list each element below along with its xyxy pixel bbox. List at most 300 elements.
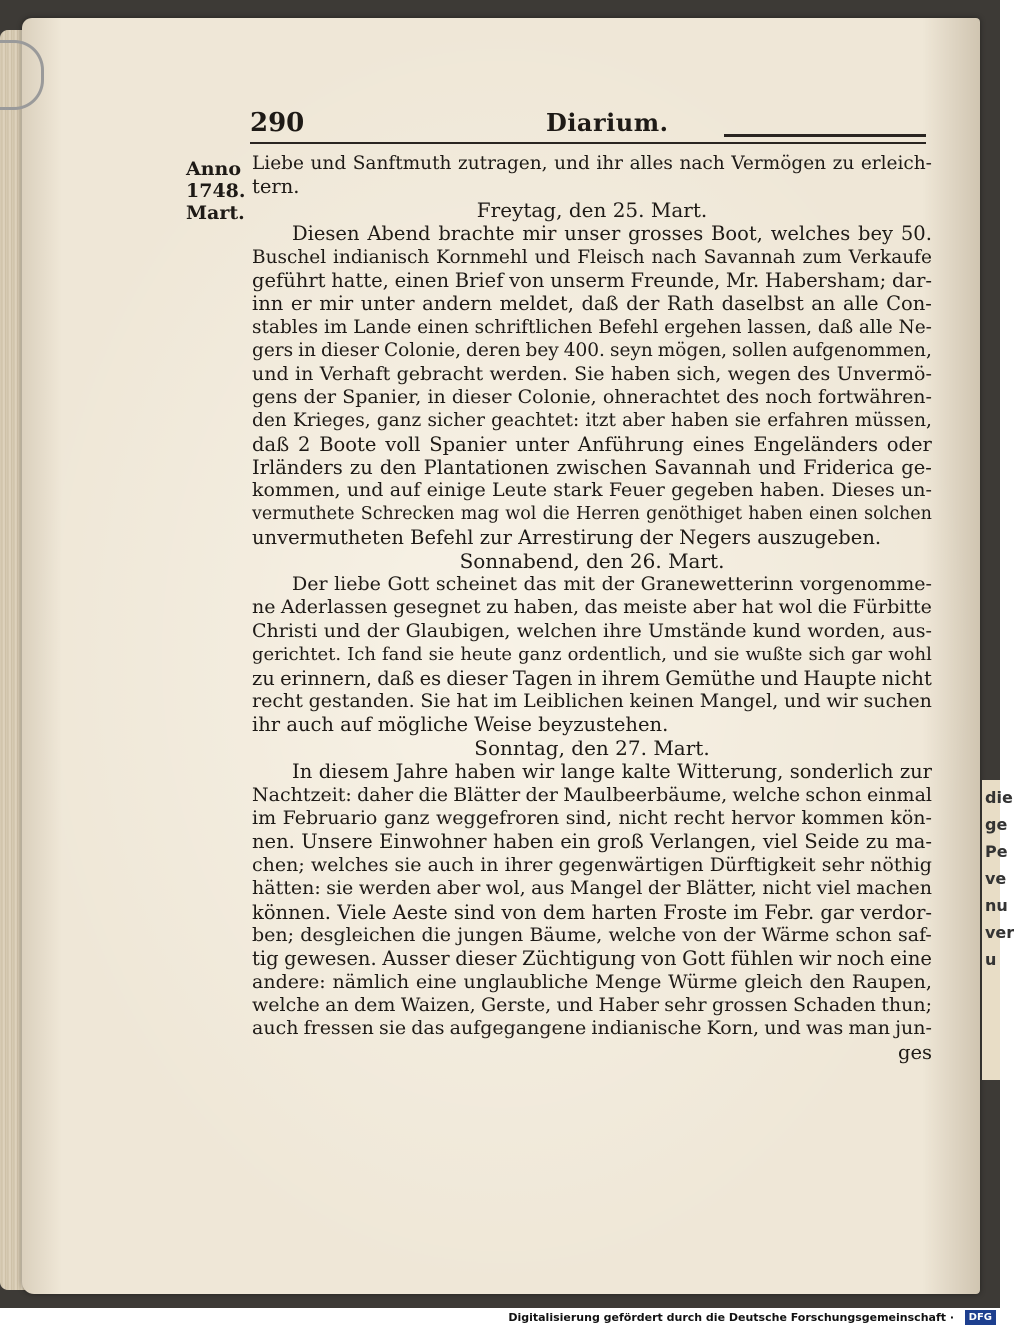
word: Haber — [598, 994, 659, 1017]
text-line — [252, 222, 932, 245]
word: alle — [842, 292, 879, 316]
word: und — [764, 1017, 801, 1040]
word: mir — [522, 222, 557, 246]
word: indianisch — [333, 246, 430, 268]
word: deren — [466, 340, 521, 362]
text-line — [252, 292, 932, 315]
word: recht — [673, 806, 725, 829]
word: Schrecken — [360, 503, 455, 524]
word: unter — [360, 292, 415, 316]
word: alles — [629, 153, 673, 174]
word: sehr — [821, 853, 865, 876]
word: sollen — [732, 340, 788, 362]
word: liebe — [334, 573, 381, 596]
text-line — [252, 854, 932, 877]
margin-note — [186, 158, 252, 224]
word: Engeländers — [753, 432, 878, 456]
word: Christi — [252, 619, 318, 642]
word: und — [673, 644, 708, 666]
word: Tagen — [512, 666, 573, 690]
word: auch — [252, 1017, 299, 1040]
entry-date-heading: Freytag, den 25. Mart. — [476, 197, 708, 222]
word: jun- — [895, 1017, 932, 1040]
word: daß — [252, 432, 290, 456]
word: andern — [422, 292, 493, 316]
entry-date-heading: Sonnabend, den 26. Mart. — [459, 548, 725, 573]
word: Der — [292, 573, 328, 596]
word: dem — [354, 994, 396, 1017]
word: 400. — [563, 340, 605, 362]
word: den — [809, 970, 846, 993]
word: ganz — [376, 410, 422, 432]
word: unserm — [550, 268, 625, 292]
word: eine — [415, 970, 457, 993]
word: der — [601, 573, 635, 596]
word: was — [805, 1017, 844, 1040]
word: auf — [389, 479, 421, 502]
word: ben; — [252, 923, 295, 946]
text-line: tern. — [252, 175, 300, 199]
word: zur — [899, 760, 932, 784]
word: fortwähren- — [817, 385, 932, 408]
word: ihre — [603, 619, 642, 642]
word: im — [252, 806, 277, 829]
word: zu — [486, 596, 509, 619]
word: sie — [326, 877, 354, 900]
word: Lande — [353, 316, 412, 338]
word: einige — [426, 479, 486, 502]
word: mir — [319, 292, 354, 316]
footer-bar — [0, 1308, 1000, 1328]
word: müssen, — [854, 410, 932, 432]
word: sonderlich — [789, 760, 894, 784]
word: Würme — [668, 970, 738, 993]
word: Leute — [492, 479, 547, 502]
word: wegen — [727, 362, 791, 385]
word: ne — [252, 596, 276, 619]
word: im — [493, 689, 518, 712]
word: die — [421, 923, 452, 946]
word: daselbst — [721, 292, 804, 316]
text-line — [252, 830, 932, 853]
word: in — [480, 853, 499, 876]
word: welche — [252, 994, 320, 1017]
word: der — [366, 619, 400, 642]
word: und — [760, 666, 799, 690]
text-line — [252, 152, 932, 175]
word: der — [303, 385, 337, 408]
word: Granewetterinn — [640, 573, 794, 596]
dfg-logo: DFG — [965, 1310, 996, 1325]
word: Witterung, — [677, 760, 784, 784]
text-line — [252, 667, 932, 690]
word: unglaubliche — [463, 970, 589, 993]
word: hat — [456, 689, 488, 712]
word: einen — [809, 503, 858, 524]
word: gleich — [744, 970, 803, 993]
word: Wärme — [761, 923, 830, 946]
word: der — [647, 877, 681, 900]
word: im — [733, 900, 759, 924]
word: inn — [252, 292, 284, 316]
word: Blätter, — [685, 877, 757, 900]
word: aus- — [892, 619, 932, 642]
word: scheinet — [435, 573, 517, 596]
word: Züchtigung — [521, 947, 636, 971]
word: Haupte — [803, 666, 877, 690]
word: Leiblichen — [523, 689, 624, 712]
word: der — [525, 783, 558, 806]
word: in — [298, 340, 316, 362]
text-line — [252, 877, 932, 900]
word: mögen, — [657, 340, 728, 362]
word: und — [252, 362, 289, 385]
word: der — [626, 292, 660, 316]
word: von — [501, 900, 537, 924]
word: lange — [560, 760, 616, 784]
word: kommen, — [252, 479, 341, 502]
word: Sie — [420, 689, 451, 712]
word: nach — [651, 246, 697, 268]
word: schon — [805, 783, 862, 806]
word: kund — [752, 619, 801, 642]
word: erfahren — [767, 410, 849, 432]
word: welche — [732, 783, 801, 806]
word: von — [641, 947, 677, 971]
facing-page-fragment: die — [985, 788, 1013, 807]
word: und — [323, 619, 361, 642]
word: Gott — [682, 947, 726, 971]
word: chen; — [252, 853, 305, 876]
word: Froste — [663, 900, 728, 924]
word: Viele — [337, 900, 387, 924]
word: unter — [515, 432, 570, 456]
word: Gemüthe — [665, 666, 756, 690]
word: hervor — [731, 806, 795, 829]
text-line — [252, 807, 932, 830]
word: die — [542, 503, 570, 524]
word: haben — [610, 362, 671, 385]
word: aber — [436, 877, 481, 900]
word: haben, — [513, 596, 580, 619]
word: recht — [252, 689, 303, 712]
word: grossen — [711, 994, 788, 1017]
word: gesegnet — [392, 596, 481, 619]
word: und — [758, 456, 796, 480]
word: dem — [542, 900, 586, 924]
facing-page-fragment: ve — [985, 869, 1007, 888]
word: dieser — [446, 666, 508, 690]
text-line — [252, 947, 932, 970]
word: zum — [802, 246, 842, 268]
word: groß — [597, 830, 644, 854]
word: lassen, — [747, 316, 813, 338]
word: tig — [252, 947, 279, 971]
word: grosses — [628, 222, 704, 246]
word: noch — [836, 947, 885, 971]
word: Savannah — [703, 246, 796, 268]
margin-note-line: 1748. — [186, 180, 246, 202]
word: Freunde, — [630, 268, 721, 292]
word: brachte — [438, 222, 515, 246]
word: dieser — [320, 340, 379, 362]
word: aus — [531, 877, 565, 900]
text-line: ges — [897, 1040, 932, 1064]
word: Aderlassen — [280, 596, 388, 619]
word: dieser — [451, 385, 512, 408]
text-line — [252, 994, 932, 1017]
word: das — [584, 596, 618, 619]
word: wol — [505, 503, 537, 524]
entry-date-heading: Sonntag, den 27. Mart. — [474, 735, 710, 760]
word: Plantationen — [423, 456, 550, 480]
word: zutragen, — [458, 153, 548, 174]
word: Savannah — [654, 456, 752, 480]
word: suchen — [863, 689, 932, 712]
word: harten — [591, 900, 658, 924]
word: sich, — [676, 362, 722, 385]
word: aufgenommen, — [792, 340, 932, 362]
word: Nachtzeit: — [252, 783, 352, 806]
word: ge- — [901, 456, 932, 480]
word: wußte — [745, 644, 803, 666]
word: fühlen — [730, 947, 794, 971]
word: machen — [856, 877, 932, 900]
word: erleich- — [860, 153, 932, 174]
word: noch — [765, 385, 812, 408]
word: sind — [453, 900, 496, 924]
word: auch — [427, 853, 475, 876]
word: haben — [670, 410, 729, 432]
text-line: ihr auch auf mögliche Weise beyzustehen. — [252, 713, 669, 737]
word: haben — [748, 503, 803, 524]
word: hat — [741, 596, 774, 619]
word: Blätter — [453, 783, 521, 806]
word: welche — [608, 923, 677, 946]
word: wol — [778, 596, 813, 619]
word: ordentlich, — [567, 644, 667, 666]
word: gegenwärtigen — [558, 853, 704, 876]
word: Liebe — [252, 153, 304, 174]
word: von — [682, 923, 717, 946]
word: den — [252, 410, 287, 432]
word: Unsere — [301, 830, 373, 854]
word: Mangel, — [699, 689, 779, 712]
word: ganz — [383, 806, 430, 829]
header-rule-heavy — [724, 134, 926, 137]
word: Einwohner — [379, 830, 487, 854]
margin-note-line: Anno — [186, 158, 242, 180]
word: Colonie, — [517, 385, 597, 408]
word: sie — [734, 410, 762, 432]
word: einen — [417, 316, 469, 338]
word: fressen — [303, 1017, 374, 1040]
word: Kornmehl — [436, 246, 528, 268]
word: Gott — [387, 573, 430, 596]
word: zu — [865, 830, 889, 854]
word: ihr — [596, 153, 624, 174]
word: daß — [817, 316, 854, 338]
word: stables — [252, 316, 319, 338]
text-line — [252, 924, 932, 947]
word: vermuthete — [252, 503, 355, 524]
running-head — [250, 104, 926, 144]
word: Ne- — [898, 316, 932, 338]
word: kommen — [801, 806, 884, 829]
word: sehr — [664, 994, 707, 1017]
facing-page-fragment: ge — [985, 815, 1008, 834]
word: Vermögen — [731, 153, 827, 174]
word: nämlich — [332, 970, 410, 993]
word: wir — [826, 689, 858, 712]
word: meiste — [623, 596, 688, 619]
word: wir — [521, 760, 555, 784]
word: vorgenomme- — [799, 573, 932, 596]
word: sich — [808, 644, 846, 666]
word: Verkaufe — [848, 246, 932, 268]
word: Habersham; — [765, 268, 887, 292]
word: Sie — [574, 362, 605, 385]
word: in — [295, 362, 314, 385]
word: sicher — [427, 410, 485, 432]
word: genöthiget — [646, 503, 743, 524]
word: 2 — [297, 432, 311, 456]
word: und — [784, 689, 821, 712]
word: wol, — [485, 877, 526, 900]
word: Diesen — [292, 222, 360, 246]
word: wohl — [888, 644, 932, 666]
word: Febr. — [764, 900, 815, 924]
word: Boot, — [711, 222, 763, 246]
word: und — [310, 153, 347, 174]
word: Boote — [319, 432, 377, 456]
word: schriftlichen — [474, 316, 593, 338]
text-line — [252, 690, 932, 713]
text-line — [252, 269, 932, 292]
word: daher — [357, 783, 414, 806]
word: Korn, — [706, 1017, 760, 1040]
word: Raupen, — [851, 970, 932, 993]
word: seyn — [609, 340, 653, 362]
word: dar- — [891, 268, 932, 292]
running-title: Diarium. — [546, 108, 669, 137]
word: ganz — [518, 644, 562, 666]
text-line — [252, 246, 932, 269]
text-line — [252, 760, 932, 783]
word: die — [817, 596, 848, 619]
word: diesem — [318, 760, 390, 784]
word: aufgegangene — [449, 1017, 587, 1040]
word: im — [323, 316, 348, 338]
word: nach — [679, 153, 725, 174]
word: Feuer — [608, 479, 665, 502]
word: desgleichen — [300, 923, 416, 946]
text-line — [252, 620, 932, 643]
word: man — [848, 1017, 891, 1040]
word: Verlangen, — [650, 830, 757, 854]
word: Anführung — [577, 432, 684, 456]
funding-credit: Digitalisierung gefördert durch die Deutsche Forschungsgemeinschaft · — [508, 1311, 954, 1324]
word: aber — [692, 596, 737, 619]
word: geachtet: — [491, 410, 580, 432]
word: sie — [394, 853, 422, 876]
word: ein — [560, 830, 591, 854]
word: Con- — [886, 292, 932, 316]
word: schon — [835, 923, 892, 946]
word: keinen — [629, 689, 695, 712]
word: heute — [460, 644, 513, 666]
word: sind, — [565, 806, 612, 829]
word: es — [419, 666, 442, 690]
word: Befehl — [598, 316, 659, 338]
word: 50. — [900, 222, 932, 246]
word: haben. — [759, 479, 826, 502]
word: Colonie, — [383, 340, 461, 362]
word: andere: — [252, 970, 326, 993]
word: des — [725, 385, 760, 408]
word: können. — [252, 900, 331, 924]
word: kalte — [621, 760, 671, 784]
word: Dieses — [831, 479, 895, 502]
word: in — [577, 666, 597, 690]
word: Februario — [282, 806, 378, 829]
word: saf- — [898, 923, 932, 946]
word: Umstände — [648, 619, 747, 642]
word: zwischen — [556, 456, 648, 480]
word: Verhaft — [319, 362, 391, 385]
word: stark — [553, 479, 603, 502]
word: gens — [252, 385, 298, 408]
text-line — [252, 784, 932, 807]
word: wir — [798, 947, 832, 971]
body-text — [252, 152, 932, 1064]
word: Waizen, — [400, 994, 476, 1017]
word: an — [811, 292, 836, 316]
word: einen — [394, 268, 450, 292]
word: mit — [563, 573, 596, 596]
word: un- — [901, 479, 932, 502]
text-line — [252, 596, 932, 619]
word: Menge — [594, 970, 662, 993]
word: ergehen — [664, 316, 742, 338]
word: haben — [493, 830, 554, 854]
word: ma- — [895, 830, 932, 854]
word: zu — [252, 666, 275, 690]
text-line — [252, 339, 932, 362]
word: nicht — [762, 877, 812, 900]
word: nicht — [618, 806, 668, 829]
word: bey — [858, 222, 894, 246]
text-line — [252, 386, 932, 409]
word: fand — [382, 644, 423, 666]
word: Bäume, — [529, 923, 603, 946]
word: viel — [762, 830, 798, 854]
word: einmal — [867, 783, 932, 806]
word: oder — [886, 432, 932, 456]
word: und — [554, 153, 590, 174]
word: gerichtet. — [252, 644, 342, 666]
word: Unvermö- — [836, 362, 932, 385]
word: Abend — [367, 222, 431, 246]
word: mag — [460, 503, 500, 524]
word: ohnerachtet — [602, 385, 720, 408]
word: des — [797, 362, 831, 385]
word: der — [723, 923, 756, 946]
text-line — [252, 971, 932, 994]
word: welches — [310, 853, 389, 876]
word: bey — [525, 340, 559, 362]
word: nöthig — [870, 853, 932, 876]
